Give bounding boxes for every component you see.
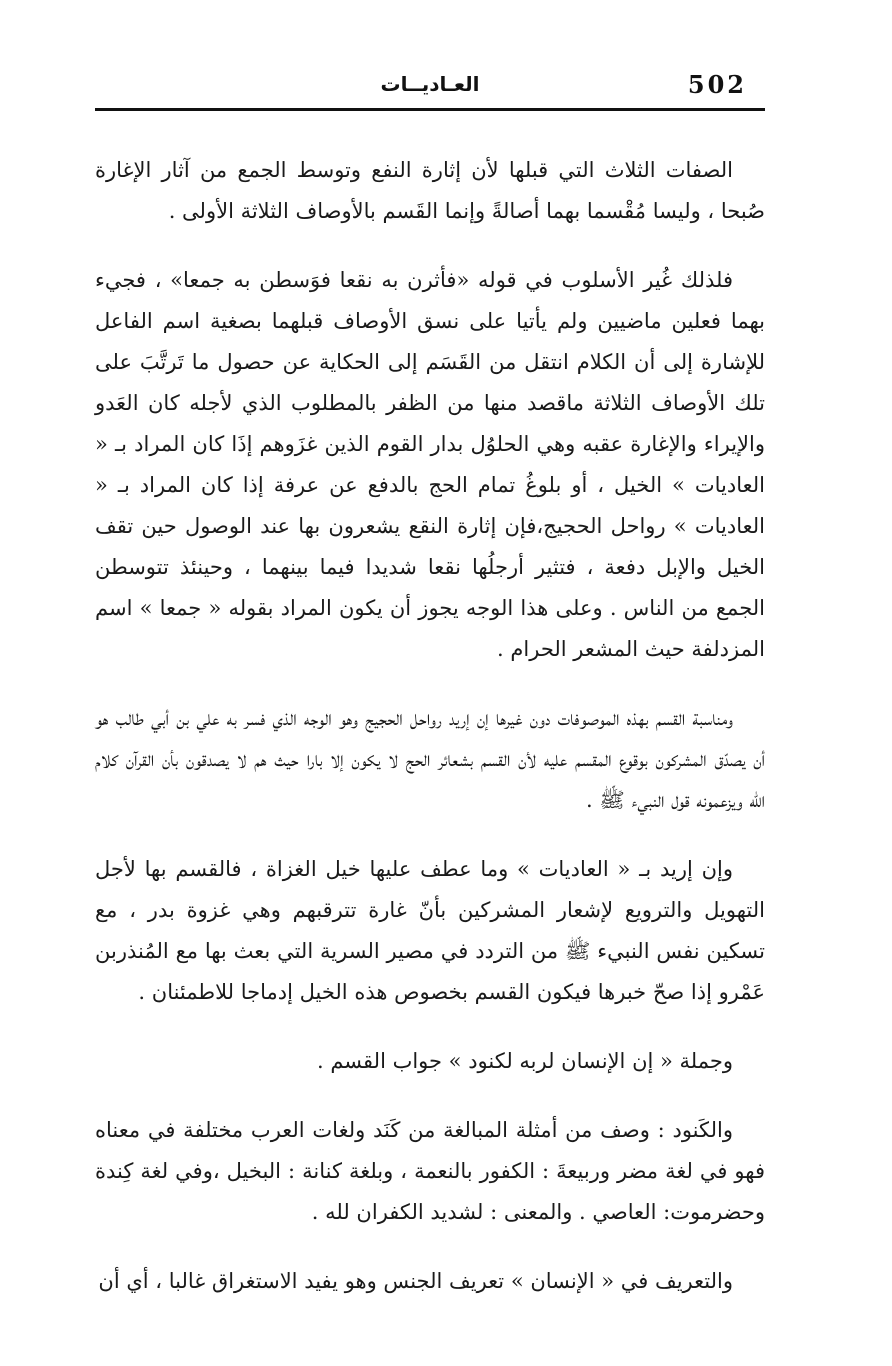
paragraph-gap: [95, 232, 765, 260]
paragraph-gap: [95, 1233, 765, 1261]
paragraph: وإن إريد بـ « العاديات » وما عطف عليها خيل الغزاة ، فالقسم بها لأجل التهويل والترويع لإشعار المشركين بأنّ غارة تترقبهم وهي غزوة بدر ، مع تسكين نفس النبيء ﷺ من التردد في مصير السرية التي بعث بها مع المُنذربن عَمْرو إذا صحّ خبرها فيكون القسم بخصوص هذه الخيل إدماجا للاطمئنان .: [95, 857, 765, 1004]
running-title: العـاديــات: [380, 72, 480, 96]
paragraph-gap: [95, 1082, 765, 1110]
paragraph: والتعريف في « الإنسان » تعريف الجنس وهو يفيد الاستغراق غالبا ، أي أن: [98, 1269, 733, 1293]
paragraph-gap: [95, 821, 765, 849]
page-header: [95, 66, 765, 106]
paragraph-gap: [95, 1013, 765, 1041]
paragraph: فلذلك غُير الأسلوب في قوله «فأثرن به نقعا فوَسطن به جمعا» ، فجيء بهما فعلين ماضيين ولم يأتيا على نسق الأوصاف قبلهما بصغية اسم الفاعل للإشارة إلى أن الكلام انتقل من القَسَم إلى الحكاية عن حصول ما تَرتَّبَ على تلك الأوصاف الثلاثة ماقصد منها من الظفر بالمطلوب الذي لأجله كان العَدو والإيراء والإغارة عقبه وهي الحلوُل بدار القوم الذين غزَوهم إذَا كان المراد بـ « العاديات » الخيل ، أو بلوغُ تمام الحج بالدفع عن عرفة إذا كان المراد بـ « العاديات » رواحل الحجيج،فإن إثارة النقع يشعرون بها عند الوصول حين تقف الخيل والإبل دفعة ، فتثير أرجلُها نقعا شديدا فيما بينهما ، وحينئذ تتوسطن الجمع من الناس . وعلى هذا الوجه يجوز أن يكون المراد بقوله « جمعا » اسم المزدلفة حيث المشعر الحرام .: [95, 268, 765, 661]
page-number: 502: [687, 70, 747, 99]
paragraph: الصفات الثلاث التي قبلها لأن إثارة النفع وتوسط الجمع من آثار الإغارة صُبحا ، وليسا مُقْسما بهما أصالةً وإنما القَسم بالأوصاف الثلاثة الأولى .: [95, 158, 765, 223]
paragraph: ومناسبة القسم بهذه الموصوفات دون غيرها إن إريد رواحل الحجيج وهو الوجه الذي فسر به علي بن أبي طالب هو أن يصدّق المشركون بوقوع المقسم عليه لأن القسم بشعائر الحج لا يكون إلا بارا حيث هم لا يصدقون بأن القرآن كلام الله ويزعمونه قول النبيء ﷺ .: [95, 706, 765, 812]
paragraph: والكَنود : وصف من أمثلة المبالغة من كَنَد ولغات العرب مختلفة في معناه فهو في لغة مضر وربيعةَ : الكفور بالنعمة ، وبلغة كنانة : البخيل ،وفي لغة كِندة وحضرموت: العاصي . والمعنى : لشديد الكفران لله .: [95, 1118, 765, 1224]
header-rule: [95, 108, 765, 111]
body-text: [95, 150, 765, 1302]
paragraph-gap: [95, 670, 765, 698]
paragraph: وجملة « إن الإنسان لربه لكنود » جواب القسم .: [316, 1049, 733, 1073]
